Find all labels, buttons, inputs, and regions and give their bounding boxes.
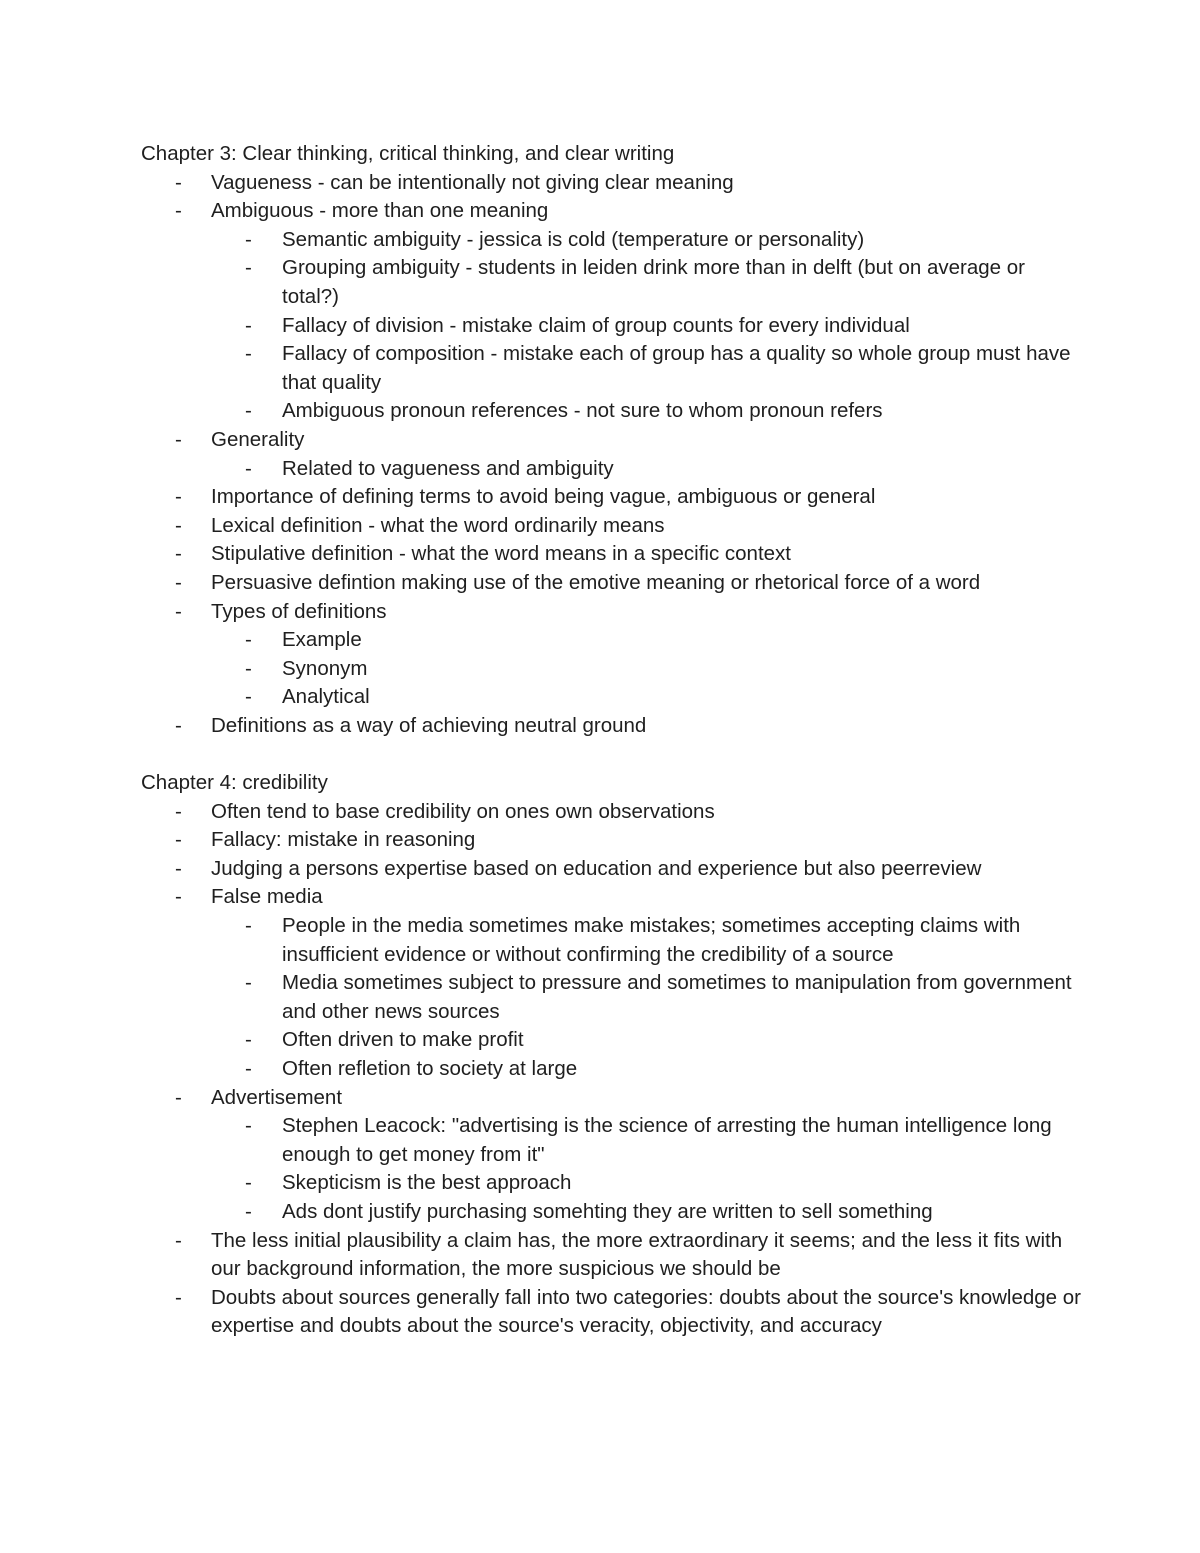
dash-bullet: - bbox=[175, 1285, 182, 1309]
list-item bbox=[141, 540, 1081, 569]
list-item bbox=[141, 483, 1081, 512]
sub-list-item bbox=[211, 683, 1081, 712]
list-item-text: Vagueness - can be intentionally not giving clear meaning bbox=[211, 170, 734, 194]
list-item-text: Generality bbox=[211, 427, 305, 451]
list-item-text: Judging a persons expertise based on education and experience but also peerreview bbox=[211, 856, 982, 880]
dash-bullet: - bbox=[175, 170, 182, 194]
sub-list-item bbox=[211, 312, 1081, 341]
dash-bullet: - bbox=[245, 1171, 252, 1195]
list-item bbox=[141, 855, 1081, 884]
dash-bullet: - bbox=[245, 1199, 252, 1223]
sub-list-item-text: Fallacy of composition - mistake each of group has a quality so whole group must have that quality bbox=[282, 342, 1071, 394]
list-item-text: Often tend to base credibility on ones own observations bbox=[211, 799, 715, 823]
sub-list-item bbox=[211, 1169, 1081, 1198]
sub-list-item-text: People in the media sometimes make mistakes; sometimes accepting claims with insufficient evidence or without confirming the credibility of a source bbox=[282, 914, 1021, 966]
sub-list-item bbox=[211, 455, 1081, 484]
dash-bullet: - bbox=[245, 971, 252, 995]
list-item bbox=[141, 569, 1081, 598]
list-item-text: Importance of defining terms to avoid being vague, ambiguous or general bbox=[211, 485, 876, 509]
dash-bullet: - bbox=[245, 256, 252, 280]
sub-list-item-text: Fallacy of division - mistake claim of group counts for every individual bbox=[282, 313, 910, 337]
sub-list-item bbox=[211, 226, 1081, 255]
sub-list-item-text: Semantic ambiguity - jessica is cold (temperature or personality) bbox=[282, 227, 865, 251]
list-item bbox=[141, 712, 1081, 741]
sub-list bbox=[141, 912, 1081, 1084]
list-item-text: Stipulative definition - what the word means in a specific context bbox=[211, 542, 791, 566]
list-item bbox=[141, 169, 1081, 198]
dash-bullet: - bbox=[245, 456, 252, 480]
dash-bullet: - bbox=[175, 199, 182, 223]
sub-list-item-text: Ambiguous pronoun references - not sure to whom pronoun refers bbox=[282, 399, 883, 423]
chapter-3-section bbox=[141, 140, 1081, 740]
sub-list-item bbox=[211, 655, 1081, 684]
list-item-text: False media bbox=[211, 885, 323, 909]
document-page bbox=[141, 140, 1081, 1341]
dash-bullet: - bbox=[245, 1028, 252, 1052]
list-item-text: Doubts about sources generally fall into two categories: doubts about the source's knowledge or expertise and doubts about the source's veracity, objectivity, and accuracy bbox=[211, 1285, 1081, 1338]
sub-list-item-text: Example bbox=[282, 628, 362, 652]
dash-bullet: - bbox=[245, 342, 252, 366]
dash-bullet: - bbox=[175, 799, 182, 823]
list-item bbox=[141, 426, 1081, 483]
sub-list bbox=[141, 1112, 1081, 1226]
chapter-4-section bbox=[141, 769, 1081, 1341]
dash-bullet: - bbox=[175, 542, 182, 566]
list-item bbox=[141, 883, 1081, 1083]
sub-list-item bbox=[211, 254, 1081, 311]
list-item-text: The less initial plausibility a claim has, the more extraordinary it seems; and the less it fits with our background information, the more suspicious we should be bbox=[211, 1228, 1063, 1281]
list-item bbox=[141, 512, 1081, 541]
sub-list-item bbox=[211, 1198, 1081, 1227]
dash-bullet: - bbox=[175, 599, 182, 623]
sub-list-item-text: Grouping ambiguity - students in leiden drink more than in delft (but on average or total?) bbox=[282, 256, 1025, 308]
sub-list-item bbox=[211, 912, 1081, 969]
dash-bullet: - bbox=[245, 914, 252, 938]
sub-list-item bbox=[211, 626, 1081, 655]
list-item bbox=[141, 1227, 1081, 1284]
dash-bullet: - bbox=[245, 227, 252, 251]
sub-list-item bbox=[211, 340, 1081, 397]
dash-bullet: - bbox=[245, 1057, 252, 1080]
sub-list-item-text: Synonym bbox=[282, 656, 368, 680]
list-item-text: Fallacy: mistake in reasoning bbox=[211, 828, 476, 852]
list-item bbox=[141, 197, 1081, 426]
sub-list-item bbox=[211, 1055, 1081, 1084]
sub-list-item bbox=[211, 1112, 1081, 1169]
sub-list-item-text: Often refletion to society at large bbox=[282, 1057, 578, 1080]
sub-list-item-text: Stephen Leacock: "advertising is the science of arresting the human intelligence long enough to get money from it" bbox=[282, 1114, 1052, 1166]
chapter-3-list bbox=[141, 169, 1081, 741]
dash-bullet: - bbox=[245, 313, 252, 337]
list-item-text: Advertisement bbox=[211, 1085, 343, 1109]
dash-bullet: - bbox=[245, 628, 252, 652]
dash-bullet: - bbox=[175, 427, 182, 451]
sub-list-item-text: Ads dont justify purchasing somehting they are written to sell something bbox=[282, 1199, 933, 1223]
sub-list-item-text: Often driven to make profit bbox=[282, 1028, 524, 1052]
sub-list-item-text: Analytical bbox=[282, 685, 370, 709]
list-item bbox=[141, 598, 1081, 712]
sub-list bbox=[141, 226, 1081, 426]
dash-bullet: - bbox=[175, 513, 182, 537]
dash-bullet: - bbox=[175, 828, 182, 852]
sub-list-item bbox=[211, 397, 1081, 426]
chapter-4-list bbox=[141, 798, 1081, 1341]
sub-list-item-text: Related to vagueness and ambiguity bbox=[282, 456, 614, 480]
dash-bullet: - bbox=[175, 570, 182, 594]
list-item bbox=[141, 798, 1081, 827]
sub-list-item bbox=[211, 969, 1081, 1026]
list-item-text: Persuasive defintion making use of the emotive meaning or rhetorical force of a word bbox=[211, 570, 981, 594]
list-item bbox=[141, 826, 1081, 855]
list-item-text: Ambiguous - more than one meaning bbox=[211, 199, 549, 223]
chapter-4-heading: Chapter 4: credibility bbox=[141, 771, 328, 795]
dash-bullet: - bbox=[245, 399, 252, 423]
sub-list-item-text: Media sometimes subject to pressure and sometimes to manipulation from government and other news sources bbox=[282, 971, 1072, 1023]
dash-bullet: - bbox=[175, 1085, 182, 1109]
chapter-3-heading: Chapter 3: Clear thinking, critical thinking, and clear writing bbox=[141, 142, 675, 165]
dash-bullet: - bbox=[175, 1228, 182, 1252]
sub-list bbox=[141, 455, 1081, 484]
sub-list-item bbox=[211, 1026, 1081, 1055]
list-item-text: Types of definitions bbox=[211, 599, 387, 623]
list-item bbox=[141, 1084, 1081, 1227]
sub-list bbox=[141, 626, 1081, 712]
sub-list-item-text: Skepticism is the best approach bbox=[282, 1171, 572, 1195]
dash-bullet: - bbox=[175, 485, 182, 509]
list-item bbox=[141, 1284, 1081, 1341]
dash-bullet: - bbox=[245, 685, 252, 709]
dash-bullet: - bbox=[175, 713, 182, 737]
list-item-text: Definitions as a way of achieving neutral ground bbox=[211, 713, 647, 737]
dash-bullet: - bbox=[245, 656, 252, 680]
list-item-text: Lexical definition - what the word ordinarily means bbox=[211, 513, 665, 537]
dash-bullet: - bbox=[175, 885, 182, 909]
dash-bullet: - bbox=[245, 1114, 252, 1138]
dash-bullet: - bbox=[175, 856, 182, 880]
